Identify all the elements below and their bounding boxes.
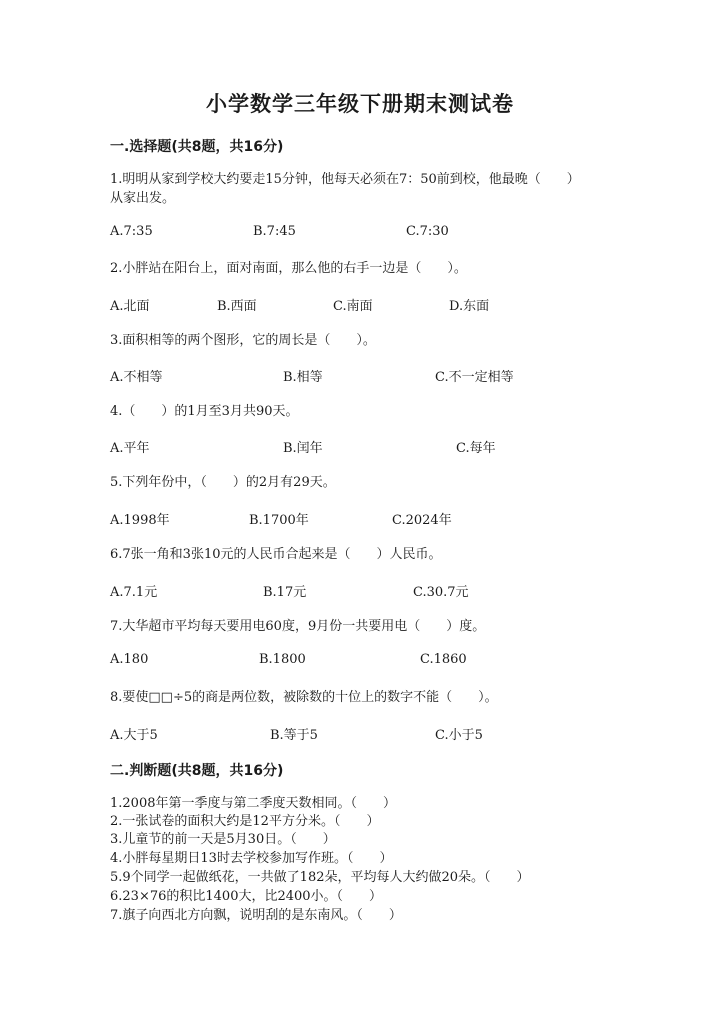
option-a: A.平年 — [110, 441, 150, 456]
option-a: A.不相等 — [110, 370, 163, 385]
option-a: A.7.1元 — [110, 585, 158, 600]
option-a: A.7:35 — [110, 224, 153, 239]
question-6-options — [110, 581, 610, 600]
option-c: C.30.7元 — [413, 585, 469, 600]
question-7: 7.大华超市平均每天要用电60度，9月份一共要用电（ ）度。 — [110, 619, 486, 634]
option-a: A.1998年 — [110, 513, 170, 528]
judgment-item-6: 6.23×76的积比1400大，比2400小。（ ） — [110, 889, 383, 904]
question-8: 8.要使□□÷5的商是两位数，被除数的十位上的数字不能（ ）。 — [110, 690, 498, 705]
option-a: A.大于5 — [110, 728, 158, 743]
judgment-item-5: 5.9个同学一起做纸花，一共做了182朵，平均每人大约做20朵。（ ） — [110, 870, 530, 885]
option-b: B.等于5 — [270, 728, 318, 743]
question-4: 4.（ ）的1月至3月共90天。 — [110, 404, 299, 419]
option-c: C.2024年 — [392, 513, 452, 528]
judgment-item-3: 3.儿童节的前一天是5月30日。（ ） — [110, 832, 336, 847]
option-a: A.北面 — [110, 299, 150, 314]
option-b: B.1800 — [259, 652, 306, 667]
question-7-options — [110, 652, 610, 671]
question-4-options — [110, 437, 610, 456]
option-a: A.180 — [110, 652, 149, 667]
option-b: B.闰年 — [283, 441, 323, 456]
question-2: 2.小胖站在阳台上，面对南面，那么他的右手一边是（ ）。 — [110, 261, 467, 276]
option-c: C.1860 — [420, 652, 467, 667]
question-3-options — [110, 366, 610, 385]
option-b: B.相等 — [283, 370, 323, 385]
option-c: C.小于5 — [435, 728, 483, 743]
judgment-item-4: 4.小胖每星期日13时去学校参加写作班。（ ） — [110, 851, 393, 866]
judgment-item-1: 1.2008年第一季度与第二季度天数相同。（ ） — [110, 796, 396, 811]
question-8-options — [110, 724, 610, 743]
question-3: 3.面积相等的两个图形，它的周长是（ ）。 — [110, 333, 376, 348]
option-b: B.7:45 — [253, 224, 296, 239]
question-1: 1.明明从家到学校大约要走15分钟，他每天必须在7：50前到校，他最晚（ ）从家出发。 — [110, 172, 580, 206]
option-c: C.7:30 — [406, 224, 449, 239]
option-b: B.西面 — [217, 299, 257, 314]
question-1-options — [110, 224, 610, 243]
section-heading-true-false: 二.判断题(共8题，共16分) — [110, 763, 284, 779]
option-b: B.17元 — [263, 585, 307, 600]
question-6: 6.7张一角和3张10元的人民币合起来是（ ）人民币。 — [110, 547, 442, 562]
judgment-item-2: 2.一张试卷的面积大约是12平方分米。（ ） — [110, 814, 380, 829]
question-5: 5.下列年份中，（ ）的2月有29天。 — [110, 475, 336, 490]
option-c: C.南面 — [333, 299, 373, 314]
judgment-item-7: 7.旗子向西北方向飘，说明刮的是东南风。（ ） — [110, 908, 402, 923]
option-d: D.东面 — [449, 299, 490, 314]
question-5-options — [110, 509, 610, 528]
option-c: C.每年 — [456, 441, 496, 456]
section-heading-multiple-choice: 一.选择题(共8题，共16分) — [110, 139, 284, 155]
option-c: C.不一定相等 — [435, 370, 514, 385]
option-b: B.1700年 — [249, 513, 309, 528]
page-title: 小学数学三年级下册期末测试卷 — [206, 92, 514, 116]
question-2-options — [110, 295, 610, 314]
